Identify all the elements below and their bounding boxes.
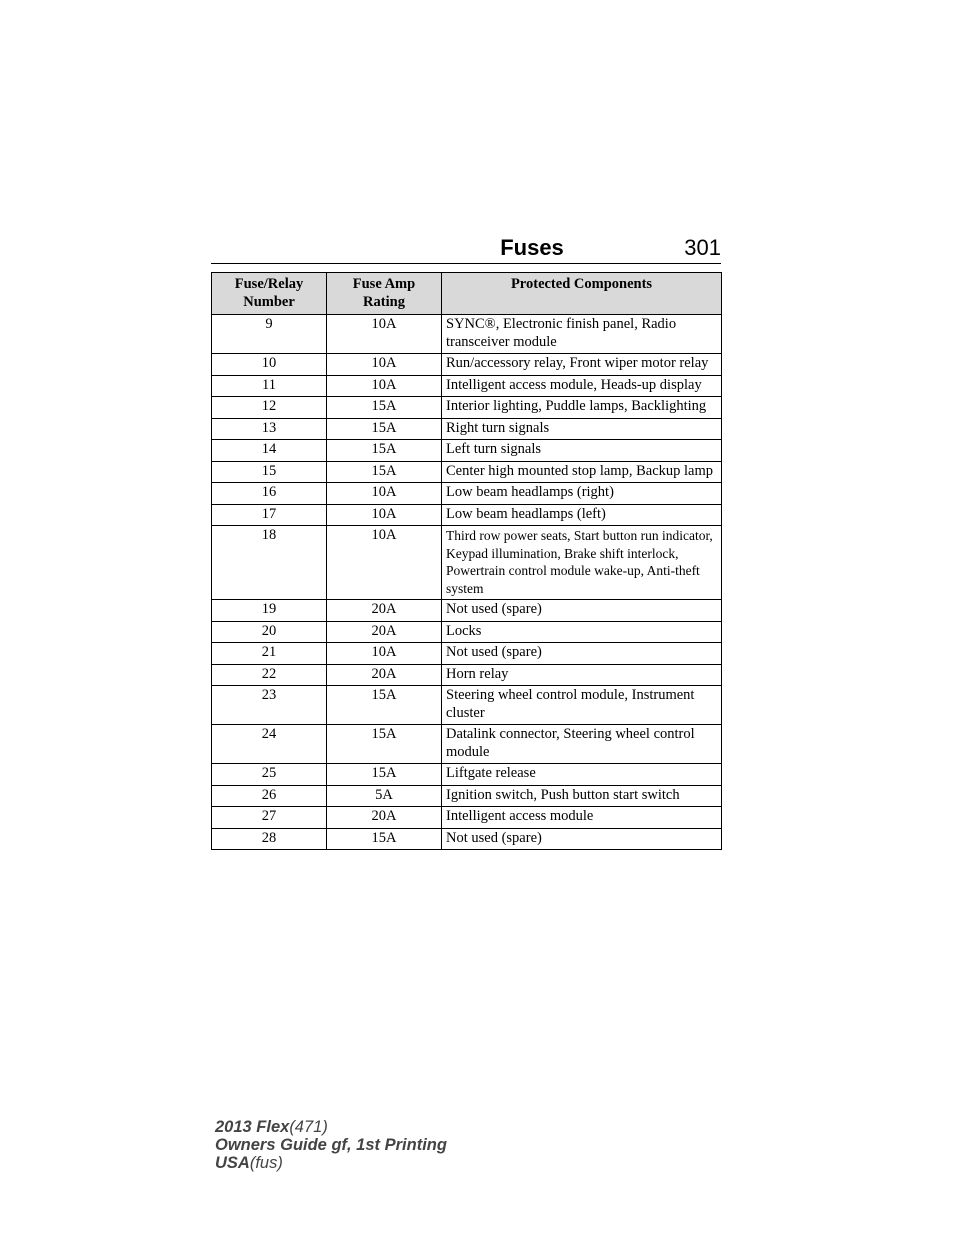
fuse-number-cell: 13 xyxy=(212,418,327,440)
table-row xyxy=(212,375,722,397)
table-row xyxy=(212,418,722,440)
fuse-number-cell: 10 xyxy=(212,354,327,376)
protected-components-cell: Not used (spare) xyxy=(442,600,722,622)
table-row xyxy=(212,828,722,850)
fuse-number-cell: 15 xyxy=(212,461,327,483)
protected-components-cell: Low beam headlamps (right) xyxy=(442,483,722,505)
protected-components-cell: Intelligent access module, Heads-up display xyxy=(442,375,722,397)
amp-rating-cell: 15A xyxy=(327,764,442,786)
table-row xyxy=(212,725,722,764)
fuse-number-cell: 25 xyxy=(212,764,327,786)
fuse-number-cell: 17 xyxy=(212,504,327,526)
protected-components-cell: Liftgate release xyxy=(442,764,722,786)
fuse-number-cell: 11 xyxy=(212,375,327,397)
protected-components-cell: Center high mounted stop lamp, Backup lamp xyxy=(442,461,722,483)
protected-components-cell: Low beam headlamps (left) xyxy=(442,504,722,526)
protected-components-cell: Intelligent access module xyxy=(442,807,722,829)
amp-rating-cell: 20A xyxy=(327,664,442,686)
table-row xyxy=(212,483,722,505)
page-footer xyxy=(215,1118,447,1172)
footer-line-1: 2013 Flex(471) xyxy=(215,1118,328,1136)
fuse-number-cell: 18 xyxy=(212,526,327,600)
table-header-row xyxy=(212,273,722,315)
amp-rating-cell: 10A xyxy=(327,483,442,505)
fuse-number-cell: 28 xyxy=(212,828,327,850)
amp-rating-cell: 20A xyxy=(327,807,442,829)
amp-rating-cell: 20A xyxy=(327,621,442,643)
table-row xyxy=(212,643,722,665)
section-title: Fuses xyxy=(500,235,564,260)
amp-rating-cell: 10A xyxy=(327,354,442,376)
table-row xyxy=(212,504,722,526)
fuse-number-cell: 19 xyxy=(212,600,327,622)
fuse-number-cell: 14 xyxy=(212,440,327,462)
table-row xyxy=(212,807,722,829)
table-row xyxy=(212,686,722,725)
amp-rating-cell: 10A xyxy=(327,375,442,397)
amp-rating-cell: 20A xyxy=(327,600,442,622)
page-header xyxy=(211,234,721,262)
amp-rating-cell: 10A xyxy=(327,504,442,526)
protected-components-cell: Run/accessory relay, Front wiper motor relay xyxy=(442,354,722,376)
table-row xyxy=(212,621,722,643)
protected-components-cell: Steering wheel control module, Instrument cluster xyxy=(442,686,722,725)
table-row xyxy=(212,315,722,354)
fuse-number-cell: 20 xyxy=(212,621,327,643)
amp-rating-cell: 15A xyxy=(327,440,442,462)
fuse-number-cell: 23 xyxy=(212,686,327,725)
protected-components-cell: Third row power seats, Start button run indicator, Keypad illumination, Brake shift interlock, Powertrain control module wake-up, Anti-theft system xyxy=(442,526,722,600)
amp-rating-cell: 10A xyxy=(327,526,442,600)
amp-rating-cell: 15A xyxy=(327,828,442,850)
table-row xyxy=(212,785,722,807)
table-row xyxy=(212,354,722,376)
fuse-number-cell: 22 xyxy=(212,664,327,686)
fuse-number-cell: 27 xyxy=(212,807,327,829)
amp-rating-cell: 15A xyxy=(327,686,442,725)
amp-rating-cell: 15A xyxy=(327,418,442,440)
table-row xyxy=(212,764,722,786)
table-row xyxy=(212,600,722,622)
protected-components-cell: Ignition switch, Push button start switch xyxy=(442,785,722,807)
amp-rating-cell: 10A xyxy=(327,315,442,354)
amp-rating-cell: 5A xyxy=(327,785,442,807)
column-header-fuse-number: Fuse/Relay Number xyxy=(212,273,327,315)
protected-components-cell: Interior lighting, Puddle lamps, Backlighting xyxy=(442,397,722,419)
fuse-number-cell: 24 xyxy=(212,725,327,764)
protected-components-cell: Locks xyxy=(442,621,722,643)
protected-components-cell: Left turn signals xyxy=(442,440,722,462)
amp-rating-cell: 10A xyxy=(327,643,442,665)
column-header-amp-rating: Fuse Amp Rating xyxy=(327,273,442,315)
table-row xyxy=(212,664,722,686)
protected-components-cell: Not used (spare) xyxy=(442,828,722,850)
footer-line-3: USA(fus) xyxy=(215,1154,283,1172)
footer-line-2: Owners Guide gf, 1st Printing xyxy=(215,1136,447,1154)
table-row xyxy=(212,461,722,483)
protected-components-cell: Horn relay xyxy=(442,664,722,686)
header-rule xyxy=(211,263,721,264)
protected-components-cell: Right turn signals xyxy=(442,418,722,440)
fuse-number-cell: 16 xyxy=(212,483,327,505)
protected-components-cell: Datalink connector, Steering wheel control module xyxy=(442,725,722,764)
table-row xyxy=(212,397,722,419)
fuse-number-cell: 21 xyxy=(212,643,327,665)
amp-rating-cell: 15A xyxy=(327,397,442,419)
fuse-table xyxy=(211,272,722,850)
table-body xyxy=(212,315,722,850)
protected-components-cell: SYNC®, Electronic finish panel, Radio transceiver module xyxy=(442,315,722,354)
table-row xyxy=(212,440,722,462)
protected-components-cell: Not used (spare) xyxy=(442,643,722,665)
fuse-number-cell: 26 xyxy=(212,785,327,807)
fuse-number-cell: 9 xyxy=(212,315,327,354)
amp-rating-cell: 15A xyxy=(327,461,442,483)
fuse-number-cell: 12 xyxy=(212,397,327,419)
page-number: 301 xyxy=(684,235,721,260)
amp-rating-cell: 15A xyxy=(327,725,442,764)
column-header-protected-components: Protected Components xyxy=(442,273,722,315)
table-row xyxy=(212,526,722,600)
